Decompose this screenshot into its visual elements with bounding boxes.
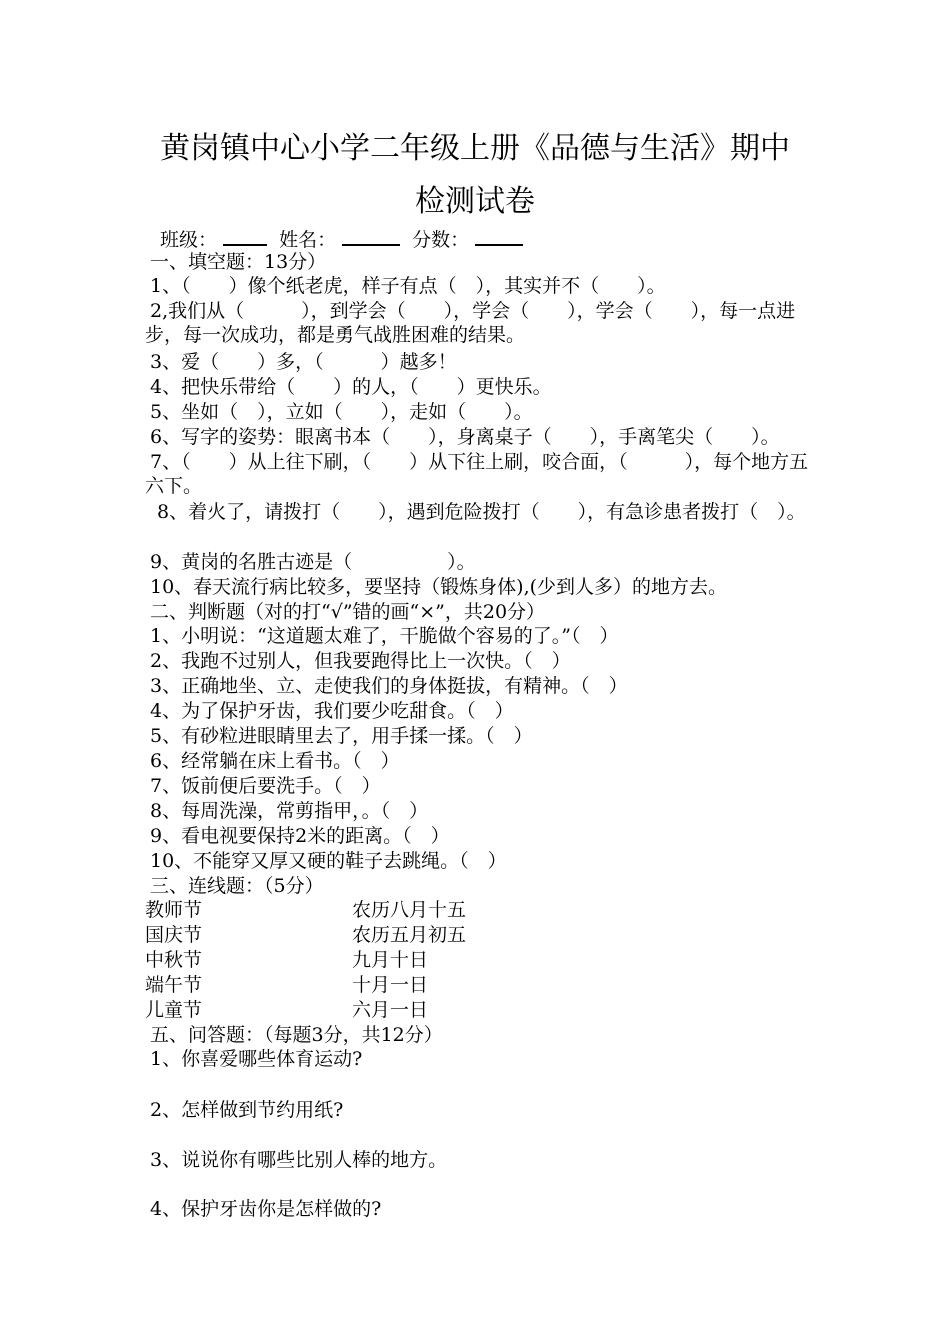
class-label: 班级： <box>160 229 218 251</box>
match-left-item: 国庆节 <box>145 924 203 946</box>
qa-q4: 4、保护牙齿你是怎样做的? <box>150 1198 382 1220</box>
match-left-item: 教师节 <box>145 899 203 921</box>
judge-item: 5、有砂粒进眼睛里去了，用手揉一揉。（ ） <box>150 725 533 747</box>
judge-item: 8、每周洗澡，常剪指甲，。（ ） <box>150 800 429 822</box>
qa-q2: 2、怎样做到节约用纸? <box>150 1099 344 1121</box>
student-info-row <box>160 226 830 252</box>
fill-q5: 5、坐如（ ），立如（ ），走如（ ）。 <box>150 401 533 423</box>
score-label: 分数： <box>412 229 470 251</box>
judge-item: 1、小明说：“这道题太难了，干脆做个容易的了。”（ ） <box>150 625 619 647</box>
exam-title-line1: 黄岗镇中心小学二年级上册《品德与生活》期中 <box>160 131 790 166</box>
section1-heading: 一、填空题：13分） <box>150 251 327 273</box>
fill-q9: 9、黄岗的名胜古迹是（ ）。 <box>150 551 476 573</box>
score-blank[interactable] <box>475 226 523 246</box>
match-right-item: 农历八月十五 <box>352 899 467 921</box>
fill-q7: 7、（ ）从上往下刷，（ ）从下往上刷，咬合面，（ ），每个地方五六下。 <box>145 451 809 497</box>
fill-q10: 10、春天流行病比较多，要坚持（锻炼身体),(少到人多）的地方去。 <box>150 576 728 598</box>
fill-q4: 4、把快乐带给（ ）的人，（ ）更快乐。 <box>150 376 552 398</box>
name-label: 姓名： <box>279 229 337 251</box>
fill-q8: 8、着火了，请拨打（ ），遇到危险拨打（ ），有急诊患者拨打（ ）。 <box>157 501 806 523</box>
exam-title-line2: 检测试卷 <box>415 184 535 219</box>
match-right-item: 农历五月初五 <box>352 924 467 946</box>
match-right-item: 十月一日 <box>352 974 429 996</box>
judge-item: 10、不能穿又厚又硬的鞋子去跳绳。（ ） <box>150 850 507 872</box>
qa-q1: 1、你喜爱哪些体育运动? <box>150 1048 363 1070</box>
fill-q6: 6、写字的姿势：眼离书本（ ），身离桌子（ ），手离笔尖（ ）。 <box>150 426 780 448</box>
match-left-item: 端午节 <box>145 974 203 996</box>
section3-heading: 三、连线题：（5分） <box>150 875 324 897</box>
qa-q3: 3、说说你有哪些比别人棒的地方。 <box>150 1149 448 1171</box>
judge-item: 3、正确地坐、立、走使我们的身体挺拔，有精神。（ ） <box>150 675 628 697</box>
judge-item: 2、我跑不过别人，但我要跑得比上一次快。（ ） <box>150 650 571 672</box>
class-blank[interactable] <box>223 226 267 246</box>
name-blank[interactable] <box>342 226 400 246</box>
fill-q1: 1、（ ）像个纸老虎，样子有点（ ），其实并不（ ）。 <box>150 275 666 297</box>
match-right-item: 九月十日 <box>352 949 429 971</box>
match-left-item: 儿童节 <box>145 999 203 1021</box>
section2-heading: 二、判断题（对的打“√”错的画“×”，共20分） <box>150 601 546 623</box>
fill-q3: 3、爱（ ）多，（ ）越多！ <box>150 351 457 373</box>
section5-heading: 五、问答题：（每题3分，共12分） <box>150 1024 443 1046</box>
match-right-item: 六月一日 <box>352 999 429 1021</box>
judge-item: 9、看电视要保持2米的距离。（ ） <box>150 825 450 847</box>
match-left-item: 中秋节 <box>145 949 203 971</box>
fill-q2: 2,我们从（ ），到学会（ ），学会（ ），学会（ ），每一点进步，每一次成功，都是勇气战胜困难的结果。 <box>145 300 796 346</box>
judge-item: 4、为了保护牙齿，我们要少吃甜食。（ ） <box>150 700 514 722</box>
judge-item: 6、经常躺在床上看书。（ ） <box>150 750 400 772</box>
judge-item: 7、饭前便后要洗手。（ ） <box>150 775 381 797</box>
